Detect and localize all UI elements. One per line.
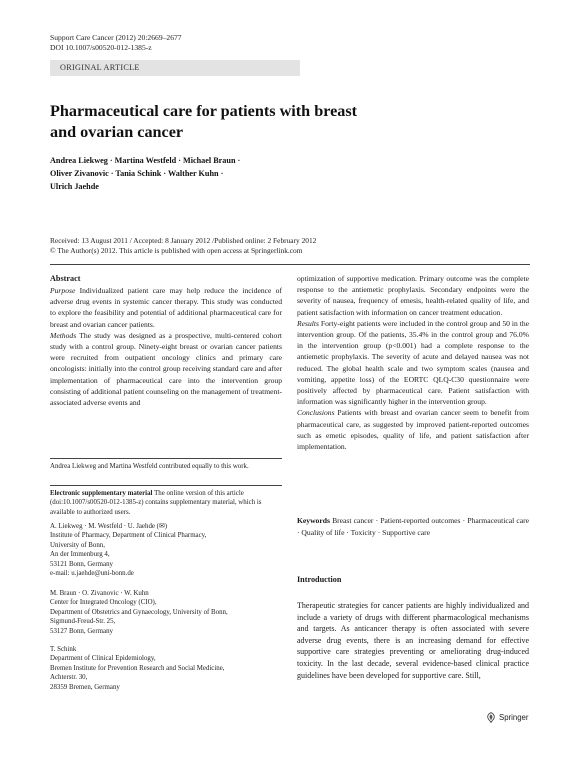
authors-line-3: Ulrich Jaehde: [50, 181, 99, 191]
footnote-divider: [50, 458, 282, 459]
affiliation-2: [50, 589, 290, 636]
results-label: Results: [297, 318, 319, 328]
keywords: [297, 515, 529, 539]
affiliation-line: Department of Clinical Epidemiology,: [50, 655, 156, 663]
keywords-text: Breast cancer · Patient-reported outcomes · Pharmaceutical care · Quality of life · Toxicity · Supportive care: [297, 516, 529, 537]
abstract-results: [297, 318, 529, 408]
conclusions-label: Conclusions: [297, 408, 335, 418]
affiliation-line: A. Liekweg · M. Westfeld · U. Jaehde (✉): [50, 523, 168, 530]
affiliation-1: [50, 522, 290, 578]
methods-text: The study was designed as a prospective, multi-centered cohort study with a control group. Ninety-eight breast or ovarian cancer patients were recruited from outpatient oncology clinics and primary care oncologists: initially into the control group receiving standard care and after implementation of pharmaceutical care into the intervention group consisting of additional patient counseling on the management of treatment-associated adverse events and: [50, 330, 282, 408]
authors-line-1: Andrea Liekweg · Martina Westfeld · Michael Braun ·: [50, 156, 241, 165]
conclusions-text: Patients with breast and ovarian cancer seem to benefit from pharmaceutical care, as suggested by improved patient-reported outcomes such as emetic episodes, quality of life, and patient satisfaction after implementation.: [297, 408, 529, 452]
esm-text: The online version of this article (doi:10.1007/s00520-012-1385-z) contains supplementary material, which is available to authorized users.: [50, 490, 262, 516]
affiliation-line: Achterstr. 30,: [50, 674, 88, 682]
affiliation-line: Center for Integrated Oncology (CIO),: [50, 599, 157, 607]
esm-label: Electronic supplementary material: [50, 490, 153, 497]
copyright-line: © The Author(s) 2012. This article is published with open access at Springerlink.com: [50, 246, 303, 256]
abstract-left: [50, 273, 282, 408]
title-line-2: and ovarian cancer: [50, 123, 184, 141]
equal-contribution-text: Andrea Liekweg and Martina Westfeld contributed equally to this work.: [50, 463, 249, 470]
methods-label: Methods: [50, 330, 77, 340]
authors-line-2: Oliver Zivanovic · Tania Schink · Walther Kuhn ·: [50, 168, 224, 178]
abstract-right: [297, 273, 529, 452]
abstract-methods: [50, 330, 282, 408]
affiliation-line: An der Immenburg 4,: [50, 551, 110, 559]
publisher-footer: [486, 712, 528, 723]
affiliation-line: Institute of Pharmacy, Department of Clinical Pharmacy,: [50, 532, 207, 540]
affiliation-3: [50, 645, 290, 692]
article-title: [50, 101, 510, 143]
purpose-label: Purpose: [50, 286, 76, 295]
author-list: [50, 155, 370, 193]
affiliation-line: 28359 Bremen, Germany: [50, 683, 120, 691]
affiliation-email: e-mail: u.jaehde@uni-bonn.de: [50, 570, 134, 578]
affiliation-line: Sigmund-Freud-Str. 25,: [50, 618, 116, 626]
publication-dates: [50, 236, 316, 257]
keywords-label: Keywords: [297, 516, 330, 525]
affiliation-line: 53127 Bonn, Germany: [50, 627, 113, 635]
article-type-banner: ORIGINAL ARTICLE: [50, 60, 300, 76]
affiliation-line: Department of Obstetrics and Gynaecology, University of Bonn,: [50, 608, 228, 616]
abstract-purpose: [50, 285, 282, 330]
esm-note: [50, 489, 282, 517]
affiliation-line: University of Bonn,: [50, 541, 105, 549]
affiliation-line: T. Schink: [50, 646, 77, 653]
methods-continuation: optimization of supportive medication. Primary outcome was the complete response to the antiemetic prophylaxis. Secondary endpoints were the severity of nausea, frequency of emesis, health-related quality of life, and patient satisfaction with information on cancer treatment education.: [297, 274, 529, 317]
affiliation-line: Bremen Institute for Prevention Research and Social Medicine,: [50, 664, 225, 672]
introduction-heading: Introduction: [297, 575, 342, 584]
results-text: Forty-eight patients were included in the control group and 50 in the intervention group. Of the patients, 35.4% in the control group and 76.0% in the intervention group (p<0.001) had a complete response to the antiemetic prophylaxis. The severity of acute and delayed nausea was not reduced. The global health scale and two symptom scales (nausea and vomiting, appetite loss) of the EORTC QLQ-C30 questionnaire were positively affected by pharmaceutical care. Patient satisfaction with information was significantly higher in the intervention group.: [297, 318, 529, 407]
springer-logo-icon: [486, 712, 496, 723]
footnote-divider-2: [50, 485, 282, 486]
affiliation-line: 53121 Bonn, Germany: [50, 560, 113, 568]
doi: DOI 10.1007/s00520-012-1385-z: [50, 43, 152, 52]
journal-citation: Support Care Cancer (2012) 20:2669–2677: [50, 33, 182, 42]
received-accepted-line: Received: 13 August 2011 / Accepted: 8 January 2012 /Published online: 2 February 2012: [50, 236, 317, 245]
equal-contribution-note: [50, 462, 282, 471]
section-divider: [50, 264, 530, 265]
introduction-text: Therapeutic strategies for cancer patients are highly individualized and include a variety of drugs with different pharmacological mechanisms and targets. As anticancer therapy is often associated with severe adverse drug events, there is an increasing demand for effective supportive care strategies preventing or ameliorating drug-induced toxicity. In the last decade, several evidence-based clinical practice guidelines have been developed for supportive care. Still,: [297, 601, 529, 680]
springer-label: Springer: [499, 712, 529, 722]
affiliation-line: M. Braun · O. Zivanovic · W. Kuhn: [50, 590, 149, 597]
purpose-text: Individualized patient care may help reduce the incidence of adverse drug events in systemic cancer therapy. This study was conducted to explore the feasibility and potential of additional pharmaceutical care for breast and ovarian cancer patients.: [50, 286, 282, 329]
abstract-conclusions: [297, 407, 529, 452]
title-line-1: Pharmaceutical care for patients with breast: [50, 102, 358, 120]
abstract-heading: Abstract: [50, 274, 81, 283]
